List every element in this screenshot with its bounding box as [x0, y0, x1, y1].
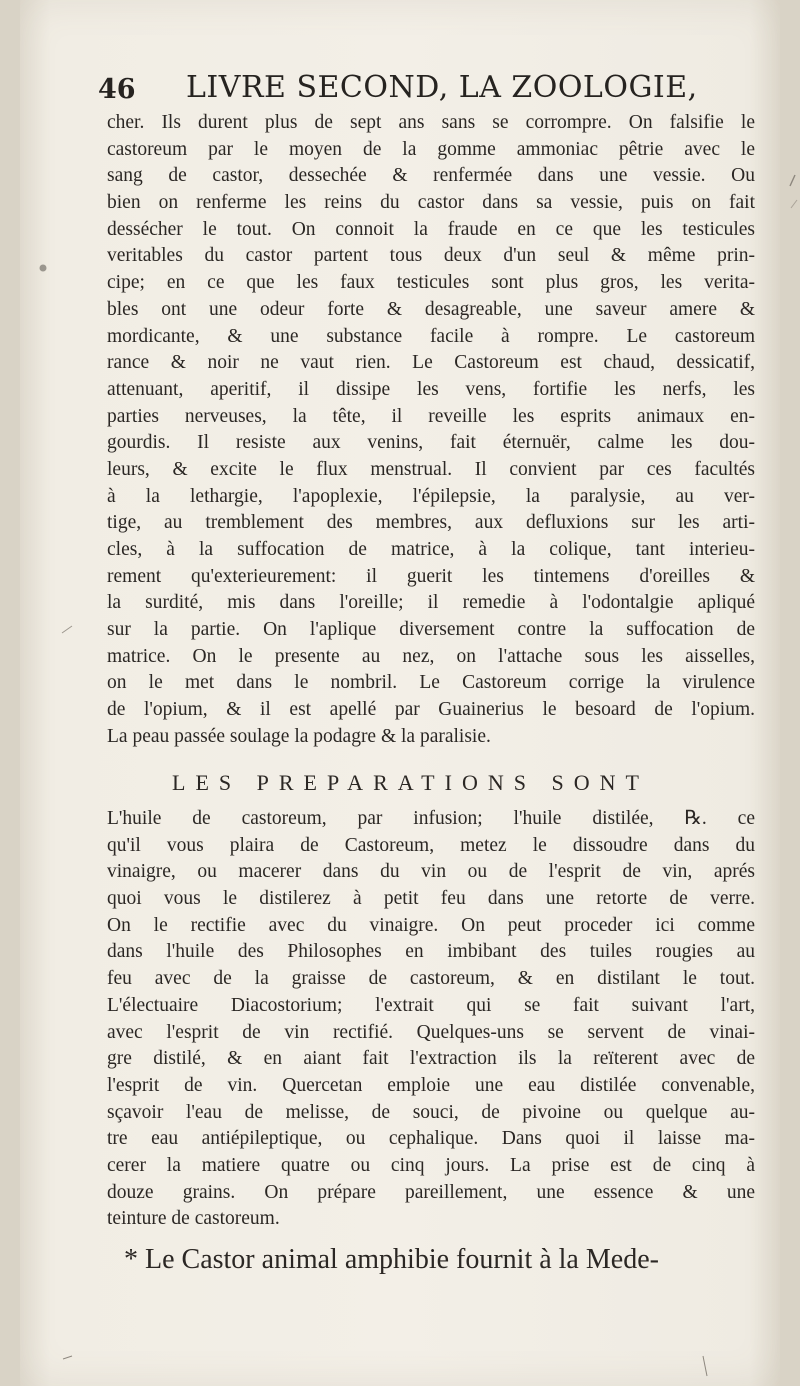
- text-line: attenuant, aperitif, il dissipe les vens, fortifie les nerfs, les: [107, 378, 755, 400]
- page-header: [98, 70, 698, 114]
- text-line: L'électuaire Diacostorium; l'extrait qui se fait suivant l'art,: [107, 994, 755, 1016]
- text-line: la surdité, mis dans l'oreille; il remedie à l'odontalgie apliqué: [107, 592, 755, 614]
- text-line: parties nerveuses, la tête, il reveille les esprits animaux en-: [107, 405, 755, 427]
- text-line: tige, au tremblement des membres, aux defluxions sur les arti-: [107, 512, 755, 534]
- text-line: matrice. On le presente au nez, on l'attache sous les aisselles,: [107, 645, 755, 667]
- text-line: l'esprit de vin. Quercetan emploie une eau distilée convenable,: [107, 1074, 755, 1096]
- text-line: sçavoir l'eau de melisse, de souci, de pivoine ou quelque au-: [107, 1101, 755, 1123]
- text-line: bles ont une odeur forte & desagreable, une saveur amere &: [107, 298, 755, 320]
- text-line: rance & noir ne vaut rien. Le Castoreum est chaud, dessicatif,: [107, 352, 755, 374]
- text-line: cher. Ils durent plus de sept ans sans se corrompre. On falsifie le: [107, 112, 755, 133]
- text-line: à la lethargie, l'apoplexie, l'épilepsie, la paralysie, au ver-: [107, 485, 755, 507]
- text-line: rement qu'exterieurement: il guerit les tintemens d'oreilles &: [107, 565, 755, 587]
- text-line: vinaigre, ou macerer dans du vin ou de l'esprit de vin, aprés: [107, 861, 755, 883]
- page-number: 46: [98, 74, 136, 105]
- text-line: avec l'esprit de vin rectifié. Quelques-uns se servent de vinai-: [107, 1021, 755, 1043]
- text-line: dessécher le tout. On connoit la fraude en ce que les testicules: [107, 218, 755, 240]
- text-line: cles, à la suffocation de matrice, à la colique, tant interieu-: [107, 539, 755, 560]
- text-line: sang de castor, dessechée & renfermée dans une vessie. Ou: [107, 165, 755, 187]
- text-line: castoreum par le moyen de la gomme ammoniac pêtrie avec le: [107, 138, 755, 160]
- paragraph-preparations: [107, 806, 755, 1233]
- text-line: leurs, & excite le flux menstrual. Il convient par ces facultés: [107, 458, 755, 480]
- text-line: veritables du castor partent tous deux d'un seul & même prin-: [107, 245, 755, 267]
- text-line: qu'il vous plaira de Castoreum, metez le dissoudre dans du: [107, 834, 755, 856]
- margin-scratch: [790, 175, 795, 186]
- text-line: gre distilé, & en aiant fait l'extraction ils la reïterent avec de: [107, 1048, 755, 1070]
- text-line: douze grains. On prépare pareillement, une essence & une: [107, 1181, 755, 1203]
- text-line: feu avec de la graisse de castoreum, & en distilant le tout.: [107, 968, 755, 990]
- catchword-line: * Le Castor animal amphibie fournit à la Mede-: [124, 1244, 659, 1275]
- text-line: La peau passée soulage la podagre & la paralisie.: [107, 725, 491, 747]
- paragraph-castoreum-properties: [107, 110, 755, 751]
- text-line: tre eau antiépileptique, ou cephalique. Dans quoi il laisse ma-: [107, 1128, 755, 1150]
- text-line: on le met dans le nombril. Le Castoreum corrige la virulence: [107, 672, 755, 694]
- text-line: L'huile de castoreum, par infusion; l'huile distilée, ℞. ce: [107, 808, 755, 829]
- text-line: teinture de castoreum.: [107, 1208, 280, 1230]
- text-line: quoi vous le distilerez à petit feu dans une retorte de verre.: [107, 888, 755, 910]
- text-line: cerer la matiere quatre ou cinq jours. La prise est de cinq à: [107, 1154, 755, 1176]
- text-line: sur la partie. On l'aplique diversement contre la suffocation de: [107, 619, 755, 641]
- text-line: gourdis. Il resiste aux venins, fait éternuër, calme les dou-: [107, 432, 755, 454]
- text-line: mordicante, & une substance facile à rompre. Le castoreum: [107, 325, 755, 347]
- text-line: cipe; en ce que les faux testicules sont plus gros, les verita-: [107, 272, 755, 294]
- text-line: bien on renferme les reins du castor dans sa vessie, puis on fait: [107, 192, 755, 214]
- text-line: On le rectifie avec du vinaigre. On peut proceder ici comme: [107, 914, 755, 936]
- section-heading: LES PREPARATIONS SONT: [172, 770, 649, 795]
- margin-scratch: [791, 200, 797, 208]
- running-head: LIVRE SECOND, LA ZOOLOGIE,: [186, 70, 698, 105]
- text-line: dans l'huile des Philosophes en imbibant des tuiles rougies au: [107, 941, 755, 963]
- text-line: de l'opium, & il est apellé par Guainerius le besoard de l'opium.: [107, 699, 755, 721]
